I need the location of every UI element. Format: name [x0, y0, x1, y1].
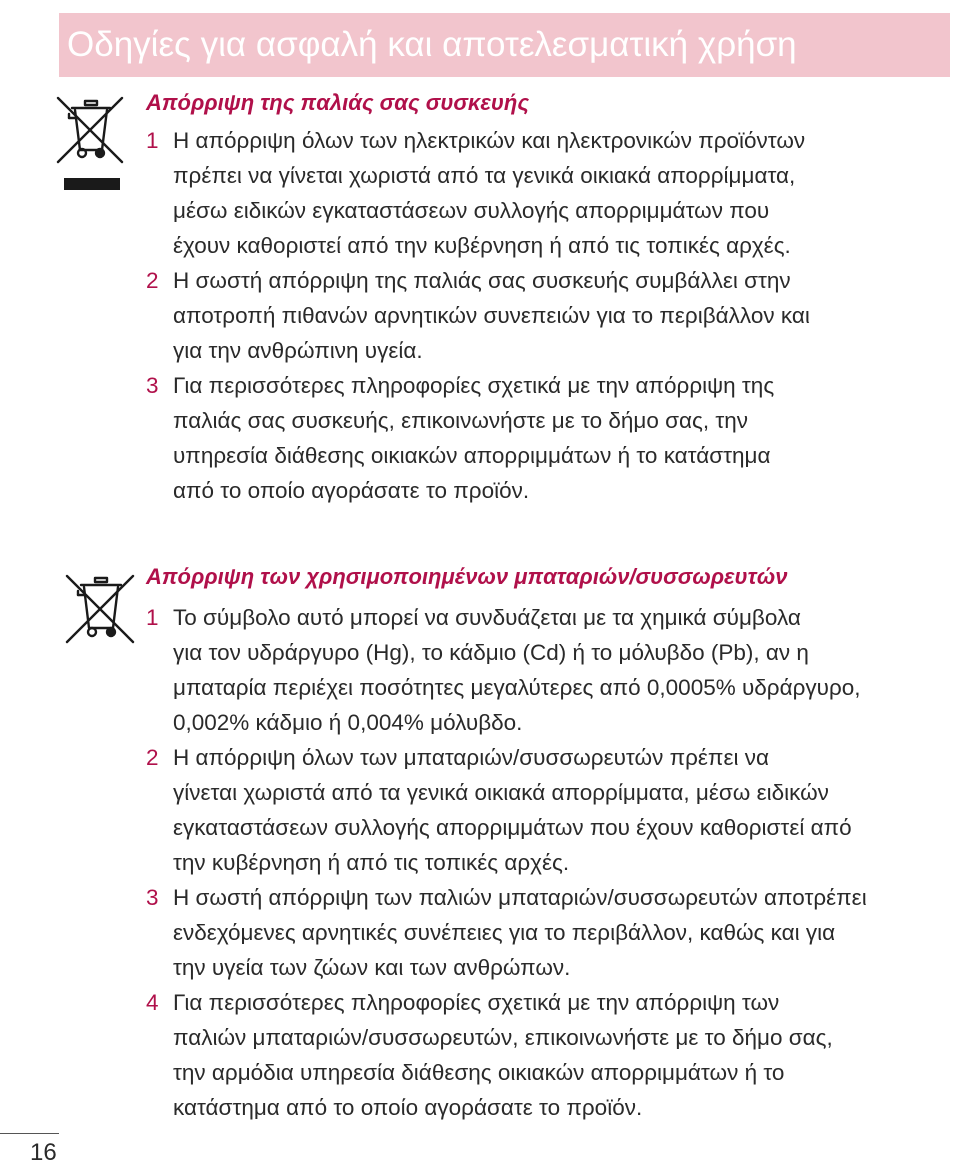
item-text-line: από το οποίο αγοράσατε το προϊόν. [173, 478, 530, 503]
section-heading: Απόρριψη της παλιάς σας συσκευής [146, 90, 530, 115]
item-text-line: την κυβέρνηση ή από τις τοπικές αρχές. [173, 850, 570, 875]
item-text-line: Η απόρριψη όλων των ηλεκτρικών και ηλεκτρονικών προϊόντων [173, 128, 806, 153]
item-text-line: έχουν καθοριστεί από την κυβέρνηση ή από τις τοπικές αρχές. [173, 233, 791, 258]
item-text-line: Για περισσότερες πληροφορίες σχετικά με την απόρριψη των [173, 990, 780, 1015]
item-number: 1 [146, 128, 159, 153]
section-battery-disposal [146, 562, 867, 1125]
item-number: 1 [146, 605, 159, 630]
list-item [146, 123, 810, 263]
item-text-line: πρέπει να γίνεται χωριστά από τα γενικά οικιακά απορρίμματα, [173, 163, 796, 188]
page-number: 16 [30, 1139, 57, 1166]
list-item [146, 880, 867, 985]
crossed-out-wheelie-bin-icon [56, 96, 124, 194]
list-item [146, 985, 867, 1125]
page-title-bar [59, 13, 950, 77]
item-text-line: για τον υδράργυρο (Hg), το κάδμιο (Cd) ή το μόλυβδο (Pb), αν η [173, 640, 809, 665]
footer-divider [0, 1133, 59, 1134]
item-text-line: γίνεται χωριστά από τα γενικά οικιακά απορρίμματα, μέσω ειδικών [173, 780, 829, 805]
item-text-line: 0,002% κάδμιο ή 0,004% μόλυβδο. [173, 710, 523, 735]
section-heading: Απόρριψη των χρησιμοποιημένων μπαταριών/συσσωρευτών [146, 564, 788, 589]
item-number: 2 [146, 745, 159, 770]
item-text-line: Για περισσότερες πληροφορίες σχετικά με την απόρριψη της [173, 373, 775, 398]
item-text-line: ενδεχόμενες αρνητικές συνέπειες για το περιβάλλον, καθώς και για [173, 920, 836, 945]
list-item [146, 263, 810, 368]
item-text-line: κατάστημα από το οποίο αγοράσατε το προϊόν. [173, 1095, 643, 1120]
page-title: Οδηγίες για ασφαλή και αποτελεσματική χρήση [67, 25, 797, 64]
list-item [146, 600, 867, 740]
item-text-line: Η σωστή απόρριψη των παλιών μπαταριών/συσσωρευτών αποτρέπει [173, 885, 867, 910]
item-text-line: Η σωστή απόρριψη της παλιάς σας συσκευής συμβάλλει στην [173, 268, 791, 293]
numbered-list [146, 123, 810, 508]
crossed-out-battery-bin-icon [64, 568, 136, 646]
item-text-line: την υγεία των ζώων και των ανθρώπων. [173, 955, 571, 980]
item-text-line: μπαταρία περιέχει ποσότητες μεγαλύτερες από 0,0005% υδράργυρο, [173, 675, 861, 700]
item-text-line: αποτροπή πιθανών αρνητικών συνεπειών για το περιβάλλον και [173, 303, 810, 328]
section-device-disposal [146, 88, 810, 508]
item-text-line: μέσω ειδικών εγκαταστάσεων συλλογής απορριμμάτων που [173, 198, 770, 223]
item-number: 3 [146, 373, 159, 398]
item-text-line: την αρμόδια υπηρεσία διάθεσης οικιακών απορριμμάτων ή το [173, 1060, 785, 1085]
list-item [146, 740, 867, 880]
list-item [146, 368, 810, 508]
item-text-line: Το σύμβολο αυτό μπορεί να συνδυάζεται με τα χημικά σύμβολα [173, 605, 801, 630]
item-text-line: Η απόρριψη όλων των μπαταριών/συσσωρευτών πρέπει να [173, 745, 769, 770]
item-number: 2 [146, 268, 159, 293]
item-text-line: για την ανθρώπινη υγεία. [173, 338, 423, 363]
item-text-line: υπηρεσία διάθεσης οικιακών απορριμμάτων ή το κατάστημα [173, 443, 771, 468]
item-text-line: παλιών μπαταριών/συσσωρευτών, επικοινωνήστε με το δήμο σας, [173, 1025, 833, 1050]
item-text-line: εγκαταστάσεων συλλογής απορριμμάτων που έχουν καθοριστεί από [173, 815, 852, 840]
item-number: 3 [146, 885, 159, 910]
item-text-line: παλιάς σας συσκευής, επικοινωνήστε με το δήμο σας, την [173, 408, 748, 433]
numbered-list [146, 600, 867, 1125]
item-number: 4 [146, 990, 159, 1015]
